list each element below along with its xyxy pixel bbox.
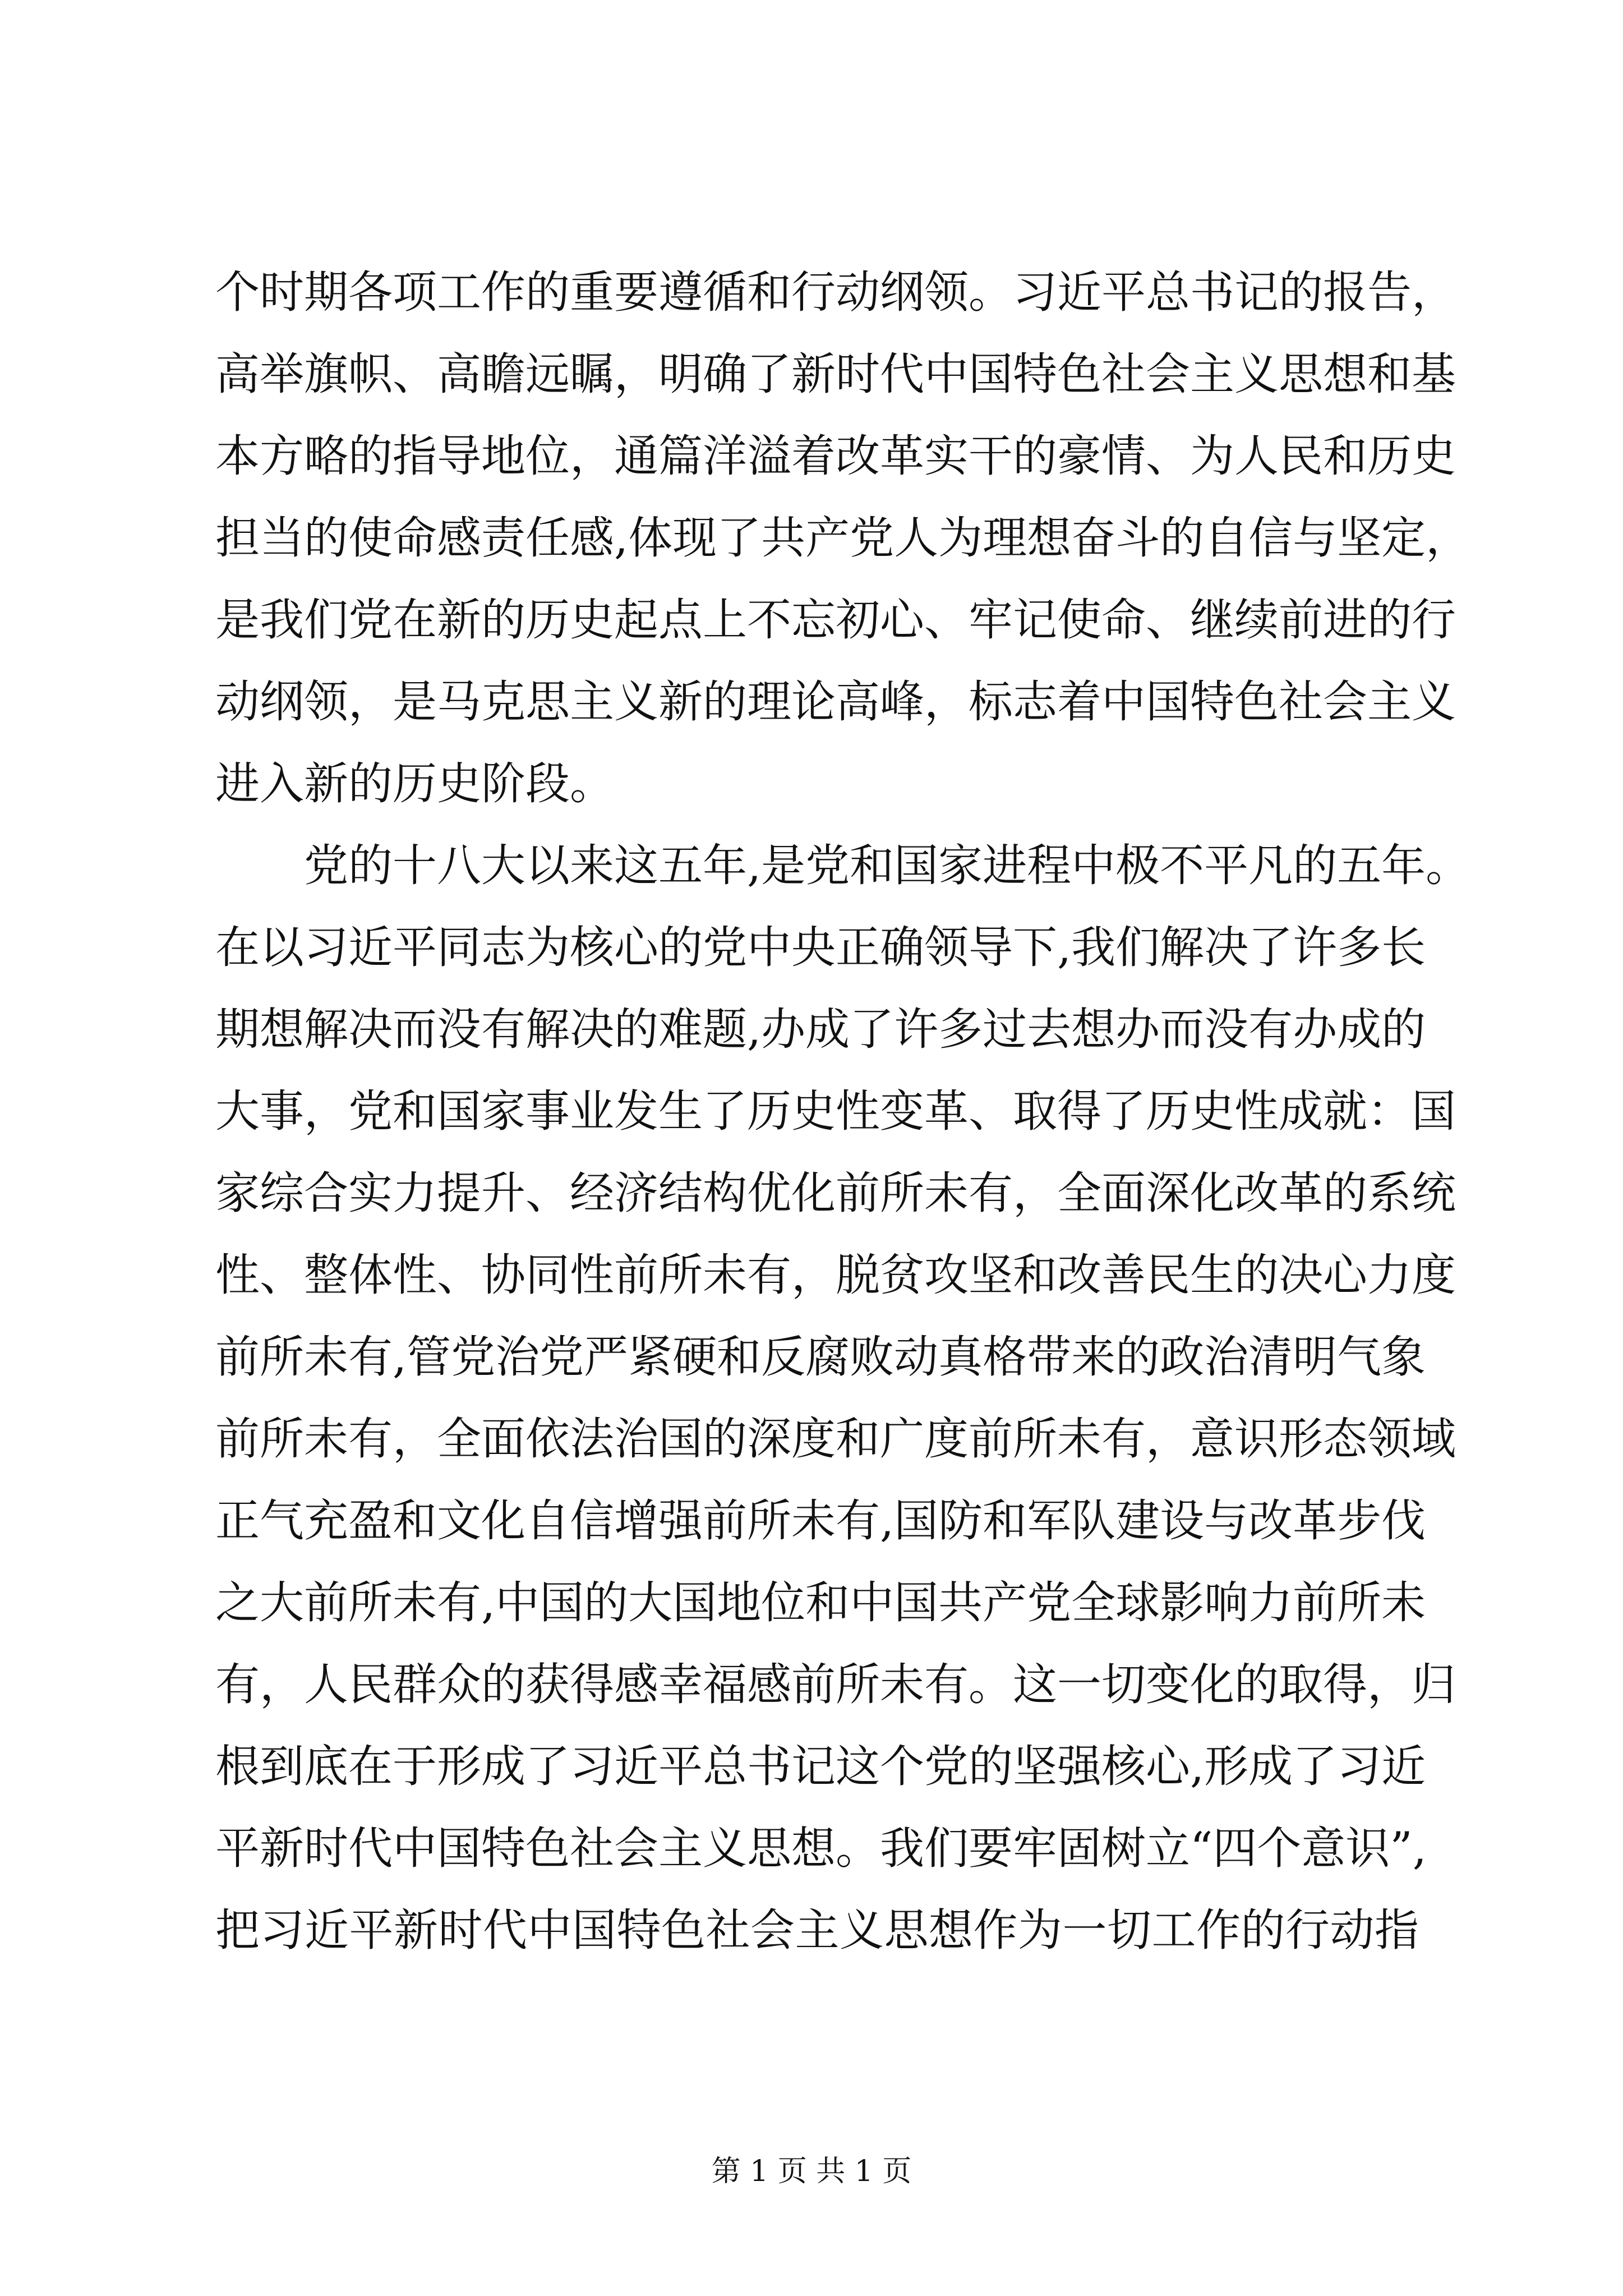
text-line: 高举旗帜、高瞻远瞩，明确了新时代中国特色社会主义思想和基 — [215, 348, 1456, 400]
text-line: 前所未有，全面依法治国的深度和广度前所未有，意识形态领域 — [215, 1413, 1456, 1465]
text-line: 平新时代中国特色社会主义思想。我们要牢固树立“四个意识”, — [215, 1823, 1427, 1874]
text-line: 本方略的指导地位，通篇洋溢着改革实干的豪情、为人民和历史 — [215, 430, 1456, 482]
text-line: 正气充盈和文化自信增强前所未有,国防和军队建设与改革步伐 — [215, 1495, 1426, 1547]
paragraph-first-line: 党的十八大以来这五年,是党和国家进程中极不平凡的五年。 — [304, 840, 1470, 891]
text-line: 个时期各项工作的重要遵循和行动纲领。习近平总书记的报告， — [215, 266, 1456, 318]
text-line: 是我们党在新的历史起点上不忘初心、牢记使命、继续前进的行 — [215, 594, 1456, 646]
text-line: 进入新的历史阶段。 — [215, 758, 614, 809]
text-line: 担当的使命感责任感,体现了共产党人为理想奋斗的自信与坚定， — [215, 512, 1470, 564]
text-line: 有，人民群众的获得感幸福感前所未有。这一切变化的取得，归 — [215, 1659, 1456, 1710]
text-line: 动纲领，是马克思主义新的理论高峰，标志着中国特色社会主义 — [215, 676, 1456, 728]
text-line: 家综合实力提升、经济结构优化前所未有，全面深化改革的系统 — [215, 1167, 1456, 1219]
text-line: 在以习近平同志为核心的党中央正确领导下,我们解决了许多长 — [215, 922, 1426, 973]
text-line: 根到底在于形成了习近平总书记这个党的坚强核心,形成了习近 — [215, 1741, 1426, 1792]
text-line: 前所未有,管党治党严紧硬和反腐败动真格带来的政治清明气象 — [215, 1331, 1426, 1383]
text-line: 大事，党和国家事业发生了历史性变革、取得了历史性成就：国 — [215, 1085, 1456, 1137]
page-number-label: 第 1 页 共 1 页 — [711, 2155, 912, 2188]
text-line: 把习近平新时代中国特色社会主义思想作为一切工作的行动指 — [215, 1904, 1419, 1956]
page-footer — [0, 2152, 1623, 2191]
text-line: 性、整体性、协同性前所未有，脱贫攻坚和改善民生的决心力度 — [215, 1249, 1456, 1301]
text-line: 期想解决而没有解决的难题,办成了许多过去想办而没有办成的 — [215, 1004, 1426, 1055]
document-body — [215, 251, 1470, 1971]
text-line: 之大前所未有,中国的大国地位和中国共产党全球影响力前所未 — [215, 1577, 1426, 1628]
